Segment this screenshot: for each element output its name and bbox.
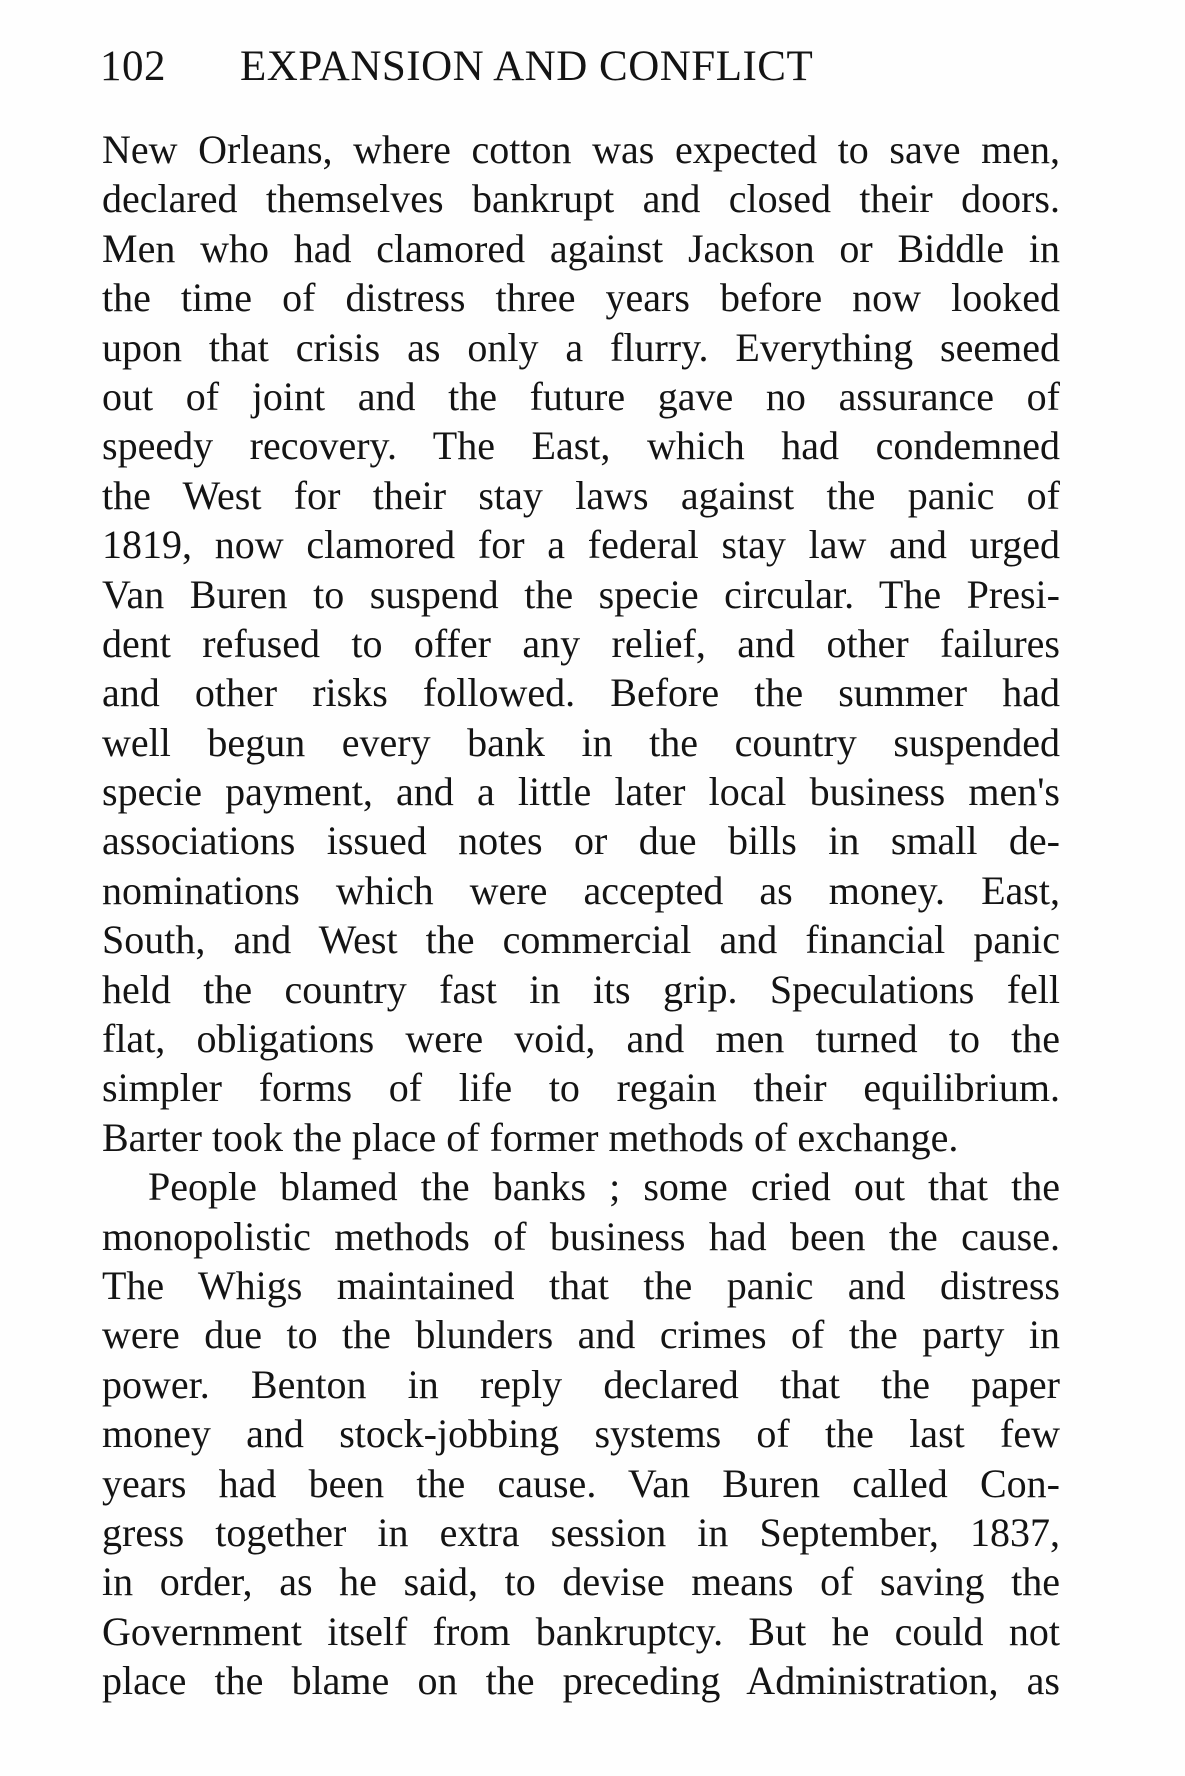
page-number: 102 bbox=[100, 43, 166, 90]
text-line: simpler forms of life to regain their equilibrium. bbox=[102, 1065, 1060, 1111]
body-text bbox=[102, 125, 1060, 1706]
text-line: gress together in extra session in September, 1837, bbox=[102, 1509, 1060, 1555]
paragraph-end-line: Barter took the place of former methods of exchange. bbox=[102, 1114, 959, 1160]
running-head bbox=[100, 42, 1060, 102]
text-line: New Orleans, where cotton was expected to save men, bbox=[102, 127, 1060, 172]
text-line: nominations which were accepted as money. East, bbox=[102, 867, 1060, 913]
text-line: speedy recovery. The East, which had condemned bbox=[102, 423, 1060, 469]
text-line: were due to the blunders and crimes of the party in bbox=[102, 1312, 1060, 1358]
text-line: declared themselves bankrupt and closed their doors. bbox=[102, 176, 1060, 222]
running-title: EXPANSION AND CONFLICT bbox=[240, 43, 814, 90]
text-line: Government itself from bankruptcy. But he could not bbox=[102, 1608, 1060, 1654]
text-line: well begun every bank in the country suspended bbox=[102, 719, 1060, 765]
text-line: the time of distress three years before now looked bbox=[102, 275, 1060, 321]
text-line: specie payment, and a little later local business men's bbox=[102, 769, 1060, 815]
text-line: 1819, now clamored for a federal stay law and urged bbox=[102, 522, 1060, 568]
text-line: the West for their stay laws against the panic of bbox=[102, 472, 1060, 518]
paragraph-start-line: People blamed the banks ; some cried out that the bbox=[148, 1164, 1060, 1210]
text-line: out of joint and the future gave no assurance of bbox=[102, 373, 1060, 419]
text-line: and other risks followed. Before the summer had bbox=[102, 670, 1060, 716]
text-line: upon that crisis as only a flurry. Everything seemed bbox=[102, 324, 1060, 370]
text-line: place the blame on the preceding Administration, as bbox=[102, 1658, 1060, 1704]
text-line: money and stock-jobbing systems of the last few bbox=[102, 1411, 1060, 1457]
text-line: Men who had clamored against Jackson or Biddle in bbox=[102, 225, 1060, 271]
text-line: South, and West the commercial and financial panic bbox=[102, 917, 1060, 963]
text-line: dent refused to offer any relief, and other failures bbox=[102, 620, 1060, 666]
text-line: in order, as he said, to devise means of saving the bbox=[102, 1559, 1060, 1605]
text-line: years had been the cause. Van Buren called Con- bbox=[102, 1460, 1060, 1506]
text-line: Van Buren to suspend the specie circular. The Presi- bbox=[102, 571, 1060, 617]
text-line: power. Benton in reply declared that the paper bbox=[102, 1361, 1060, 1407]
text-line: flat, obligations were void, and men turned to the bbox=[102, 1016, 1060, 1062]
text-line: held the country fast in its grip. Speculations fell bbox=[102, 966, 1060, 1012]
text-line: associations issued notes or due bills in small de- bbox=[102, 818, 1060, 864]
text-line: monopolistic methods of business had been the cause. bbox=[102, 1213, 1060, 1259]
text-line: The Whigs maintained that the panic and distress bbox=[102, 1262, 1060, 1308]
